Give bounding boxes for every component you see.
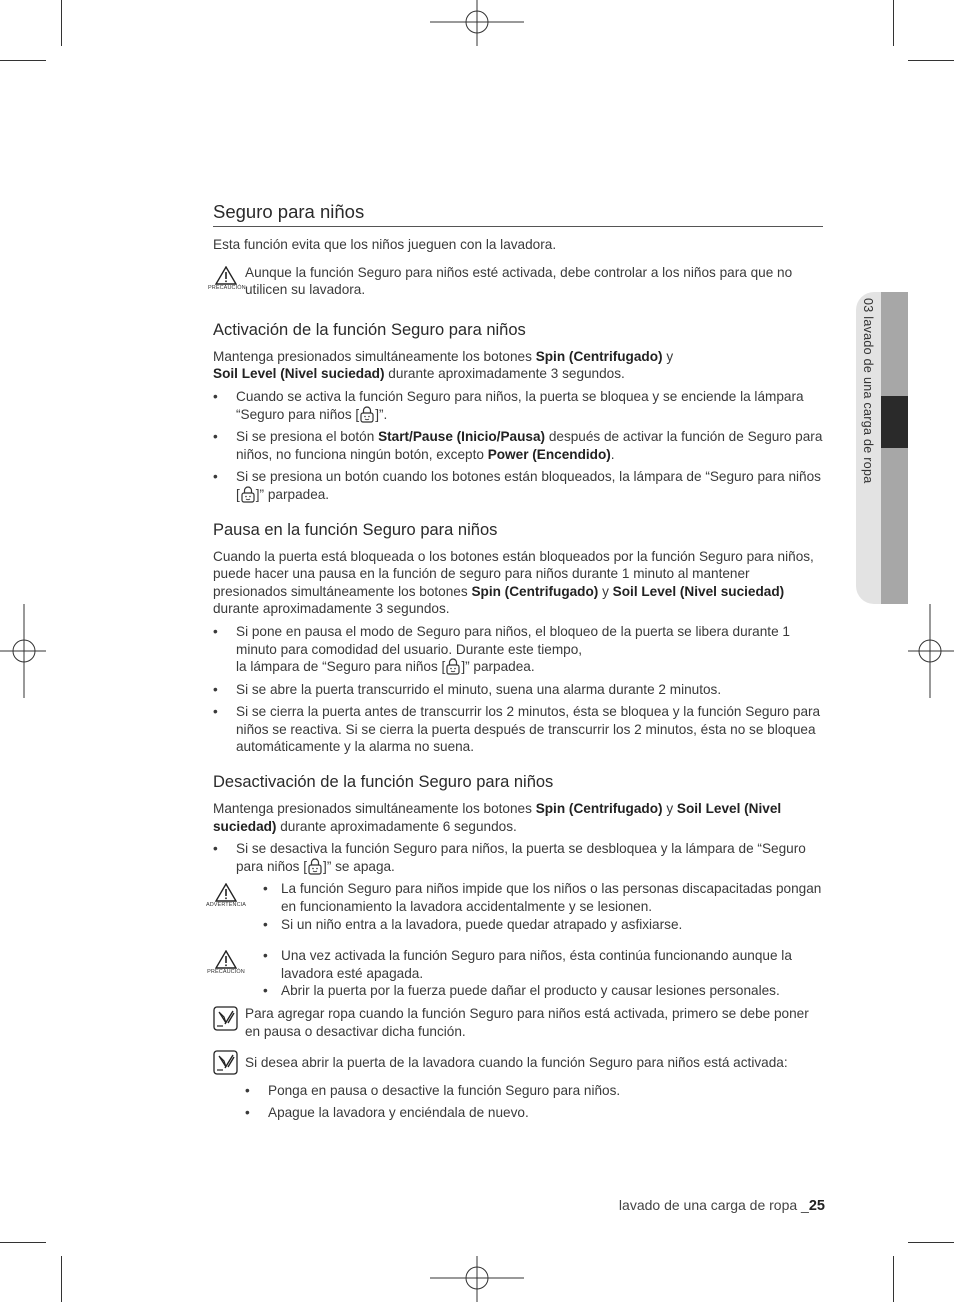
note-pencil-icon (213, 1050, 238, 1080)
crop-mark (908, 60, 954, 61)
activation-list (213, 388, 823, 504)
crop-mark (0, 1242, 46, 1243)
registration-mark-icon (430, 0, 524, 48)
registration-mark-icon (906, 604, 954, 698)
section-intro: Esta función evita que los niños jueguen con la lavadora. (213, 237, 557, 252)
deactivation-heading: Desactivación de la función Seguro para niños (213, 773, 554, 792)
activation-heading: Activación de la función Seguro para niños (213, 320, 526, 339)
caution-label: PRECAUCIÓN (207, 969, 245, 976)
page-content (205, 200, 823, 1127)
list-item: • Si pone en pausa el modo de Seguro para niños, el bloqueo de la puerta se libera durante 1 minuto para comodidad del usuario. Durante este tiempo, la lámpara de “Seguro para niños [ ]” parpadea. (213, 623, 823, 676)
pause-list (213, 623, 823, 756)
registration-mark-icon (430, 1256, 524, 1302)
warning-label: ADVERTENCIA (205, 902, 247, 909)
list-item: • Apague la lavadora y enciéndala de nuevo. (235, 1104, 823, 1122)
list-item: • Cuando se activa la función Seguro para niños, la puerta se bloquea y se enciende la lámpara “Seguro para niños [ ]”. (213, 388, 823, 423)
page-footer (619, 1197, 825, 1214)
list-item: • Si se desactiva la función Seguro para niños, la puerta se desbloquea y la lámpara de “Seguro para niños [ ]” se apaga. (213, 840, 823, 875)
chapter-tab-label: 03 lavado de una carga de ropa (861, 298, 875, 484)
caution-icon (208, 266, 244, 291)
caution-note (208, 264, 823, 299)
list-item: • Una vez activada la función Seguro para niños, ésta continúa funcionando aunque la lavadora esté apagada. (263, 947, 823, 982)
caution-label: PRECAUCIÓN (208, 284, 246, 291)
note-2 (213, 1054, 823, 1072)
pause-heading: Pausa en la función Seguro para niños (213, 520, 498, 539)
crop-mark (61, 0, 62, 46)
page-number: 25 (808, 1198, 825, 1214)
registration-mark-icon (0, 604, 48, 698)
crop-mark (893, 1256, 894, 1302)
warning-icon (205, 883, 247, 908)
section-title: Seguro para niños (213, 200, 823, 227)
caution-text: Aunque la función Seguro para niños esté activada, debe controlar a los niños para que no utilicen su lavadora. (245, 264, 793, 298)
list-item: • Si se abre la puerta transcurrido el minuto, suena una alarma durante 2 minutos. (213, 681, 823, 699)
deactivation-paragraph: Mantenga presionados simultáneamente los botones Spin (Centrifugado) y Soil Level (Nivel suciedad) durante aproximadamente 6 segundos. (213, 801, 782, 834)
footer-text: lavado de una carga de ropa _ (618, 1197, 809, 1213)
note-1-text: Para agregar ropa cuando la función Seguro para niños está activada, primero se debe poner en pausa o desactivar dicha función. (245, 1006, 809, 1039)
child-lock-icon (446, 658, 460, 675)
list-item: • La función Seguro para niños impide que los niños o las personas discapacitadas pongan en funcionamiento la lavadora accidentalmente y se lesionen. (263, 880, 823, 915)
caution-icon (205, 950, 247, 975)
list-item: • Abrir la puerta por la fuerza puede dañar el producto y causar lesiones personales. (263, 982, 823, 1000)
child-lock-icon (241, 486, 255, 503)
crop-mark (0, 60, 46, 61)
deactivation-list (213, 840, 823, 875)
warning-note (205, 880, 823, 933)
list-item: • Si se presiona un botón cuando los botones están bloqueados, la lámpara de “Seguro para niños [ ]” parpadea. (213, 468, 823, 503)
activation-paragraph: Mantenga presionados simultáneamente los botones Spin (Centrifugado) y Soil Level (Nivel suciedad) durante aproximadamente 3 segundos. (213, 348, 674, 382)
list-item: • Ponga en pausa o desactive la función Seguro para niños. (235, 1082, 823, 1100)
note-pencil-icon (213, 1006, 238, 1036)
note-1 (213, 1005, 823, 1040)
chapter-tab-marker (881, 396, 908, 448)
child-lock-icon (360, 406, 374, 423)
list-item: • Si se cierra la puerta antes de transcurrir los 2 minutos, ésta se bloquea y la función Seguro para niños se reactiva. Si se cierra la puerta después de transcurrir los 2 minutos, ésta no se bloquea automáticamente y la alarma no suena. (213, 703, 823, 756)
caution-list (263, 947, 823, 1000)
list-item: • Si se presiona el botón Start/Pause (Inicio/Pausa) después de activar la función de Seguro para niños, no funciona ningún botón, excepto Power (Encendido). (213, 428, 823, 463)
crop-mark (61, 1256, 62, 1302)
chapter-tab-band (881, 292, 908, 604)
note-2-list (213, 1082, 823, 1122)
crop-mark (893, 0, 894, 46)
list-item: • Si un niño entra a la lavadora, puede quedar atrapado y asfixiarse. (263, 916, 823, 934)
note-2-text: Si desea abrir la puerta de la lavadora cuando la función Seguro para niños está activada: (245, 1055, 788, 1071)
caution-note-2 (207, 947, 823, 1000)
pause-paragraph: Cuando la puerta está bloqueada o los botones están bloqueados por la función Seguro para niños, puede hacer una pausa en la función de seguro para niños durante 1 minuto al mantener presionados simultáneamente los botones Spin (Centrifugado) y Soil Level (Nivel suciedad) durante aproximadamente 3 segundos. (213, 548, 814, 617)
crop-mark (908, 1242, 954, 1243)
warning-list (263, 880, 823, 933)
child-lock-icon (308, 858, 322, 875)
